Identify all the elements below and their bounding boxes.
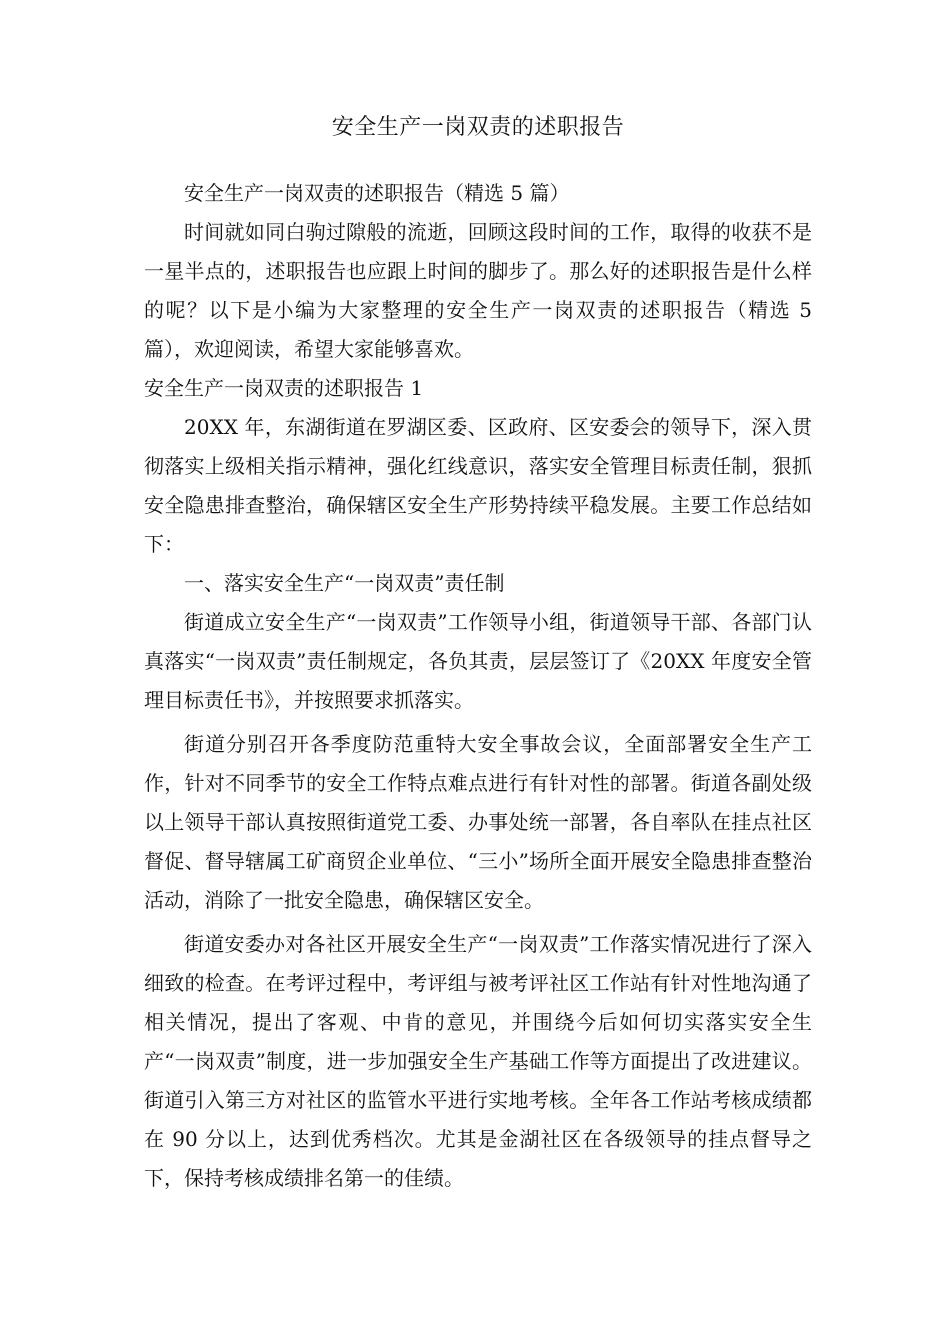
paragraph-2: 街道成立安全生产“一岗双责”工作领导小组，街道领导干部、各部门认真落实“一岗双责”责任制规定，各负其责，层层签订了《20XX 年度安全管理目标责任书》，并按照要求抓落实。 <box>144 610 812 712</box>
document-subtitle: 安全生产一岗双责的述职报告（精选 5 篇） <box>184 181 570 205</box>
paragraph-4: 街道安委办对各社区开展安全生产“一岗双责”工作落实情况进行了深入细致的检查。在考评过程中，考评组与被考评社区工作站有针对性地沟通了相关情况，提出了客观、中肯的意见，并围绕今后如何切实落实安全生产“一岗双责”制度，进一步加强安全生产基础工作等方面提出了改进建议。街道引入第三方对社区的监管水平进行实地考核。全年各工作站考核成绩都在 90 分以上，达到优秀档次。尤其是金湖社区在各级领导的挂点督导之下，保持考核成绩排名第一的佳绩。 <box>144 932 812 1190</box>
section-heading: 安全生产一岗双责的述职报告 1 <box>144 376 424 400</box>
document-body <box>144 108 812 1198</box>
intro-paragraph: 时间就如同白驹过隙般的流逝，回顾这段时间的工作，取得的收获不是一星半点的，述职报告也应跟上时间的脚步了。那么好的述职报告是什么样的呢？以下是小编为大家整理的安全生产一岗双责的述职报告（精选 5 篇），欢迎阅读，希望大家能够喜欢。 <box>144 220 812 361</box>
document-title: 安全生产一岗双责的述职报告 <box>331 115 625 140</box>
subsection-heading-1: 一、落实安全生产“一岗双责”责任制 <box>184 571 505 595</box>
paragraph-1: 20XX 年，东湖街道在罗湖区委、区政府、区安委会的领导下，深入贯彻落实上级相关指示精神，强化红线意识，落实安全管理目标责任制，狠抓安全隐患排查整治，确保辖区安全生产形势持续平稳发展。主要工作总结如下： <box>144 415 812 556</box>
paragraph-3: 街道分别召开各季度防范重特大安全事故会议，全面部署安全生产工作，针对不同季节的安全工作特点难点进行有针对性的部署。街道各副处级以上领导干部认真按照街道党工委、办事处统一部署，各自率队在挂点社区督促、督导辖属工矿商贸企业单位、“三小”场所全面开展安全隐患排查整治活动，消除了一批安全隐患，确保辖区安全。 <box>144 732 812 912</box>
